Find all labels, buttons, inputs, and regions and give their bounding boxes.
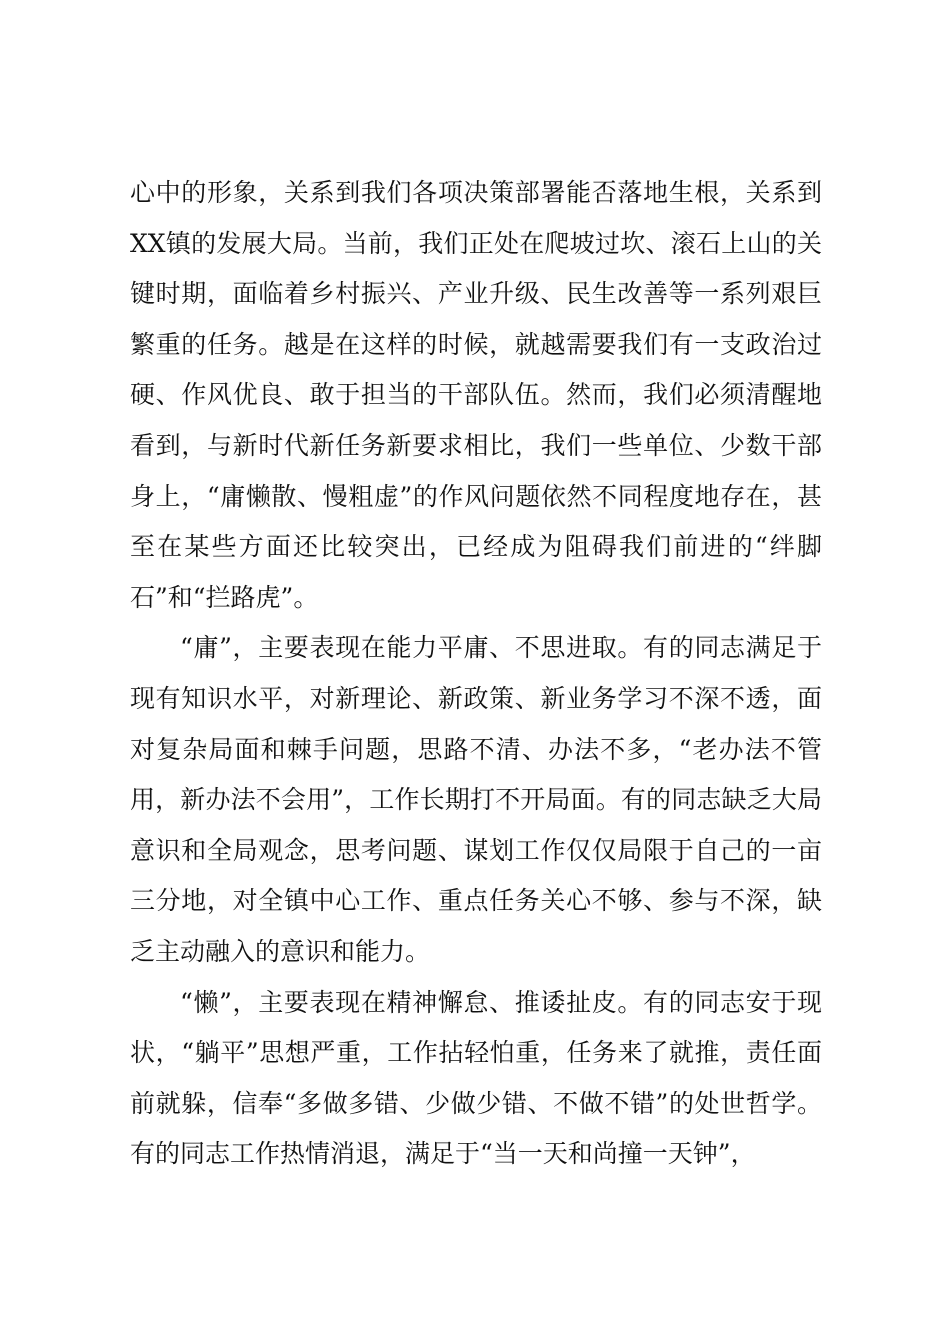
body-text — [130, 168, 822, 1180]
paragraph-2: “庸”，主要表现在能力平庸、不思进取。有的同志满足于现有知识水平，对新理论、新政策、新业务学习不深不透，面对复杂局面和棘手问题，思路不清、办法不多，“老办法不管用，新办法不会用”，工作长期打不开局面。有的同志缺乏大局意识和全局观念，思考问题、谋划工作仅仅局限于自己的一亩三分地，对全镇中心工作、重点任务关心不够、参与不深，缺乏主动融入的意识和能力。 — [130, 633, 822, 966]
paragraph-3: “懒”，主要表现在精神懈怠、推诿扯皮。有的同志安于现状，“躺平”思想严重，工作拈轻怕重，任务来了就推，责任面前就躲，信奉“多做多错、少做少错、不做不错”的处世哲学。有的同志工作热情消退，满足于“当一天和尚撞一天钟”， — [130, 987, 822, 1169]
paragraph-1: 心中的形象，关系到我们各项决策部署能否落地生根，关系到XX镇的发展大局。当前，我们正处在爬坡过坎、滚石上山的关键时期，面临着乡村振兴、产业升级、民生改善等一系列艰巨繁重的任务。越是在这样的时候，就越需要我们有一支政治过硬、作风优良、敢于担当的干部队伍。然而，我们必须清醒地看到，与新时代新任务新要求相比，我们一些单位、少数干部身上，“庸懒散、慢粗虚”的作风问题依然不同程度地存在，甚至在某些方面还比较突出，已经成为阻碍我们前进的“绊脚石”和“拦路虎”。 — [130, 178, 822, 612]
